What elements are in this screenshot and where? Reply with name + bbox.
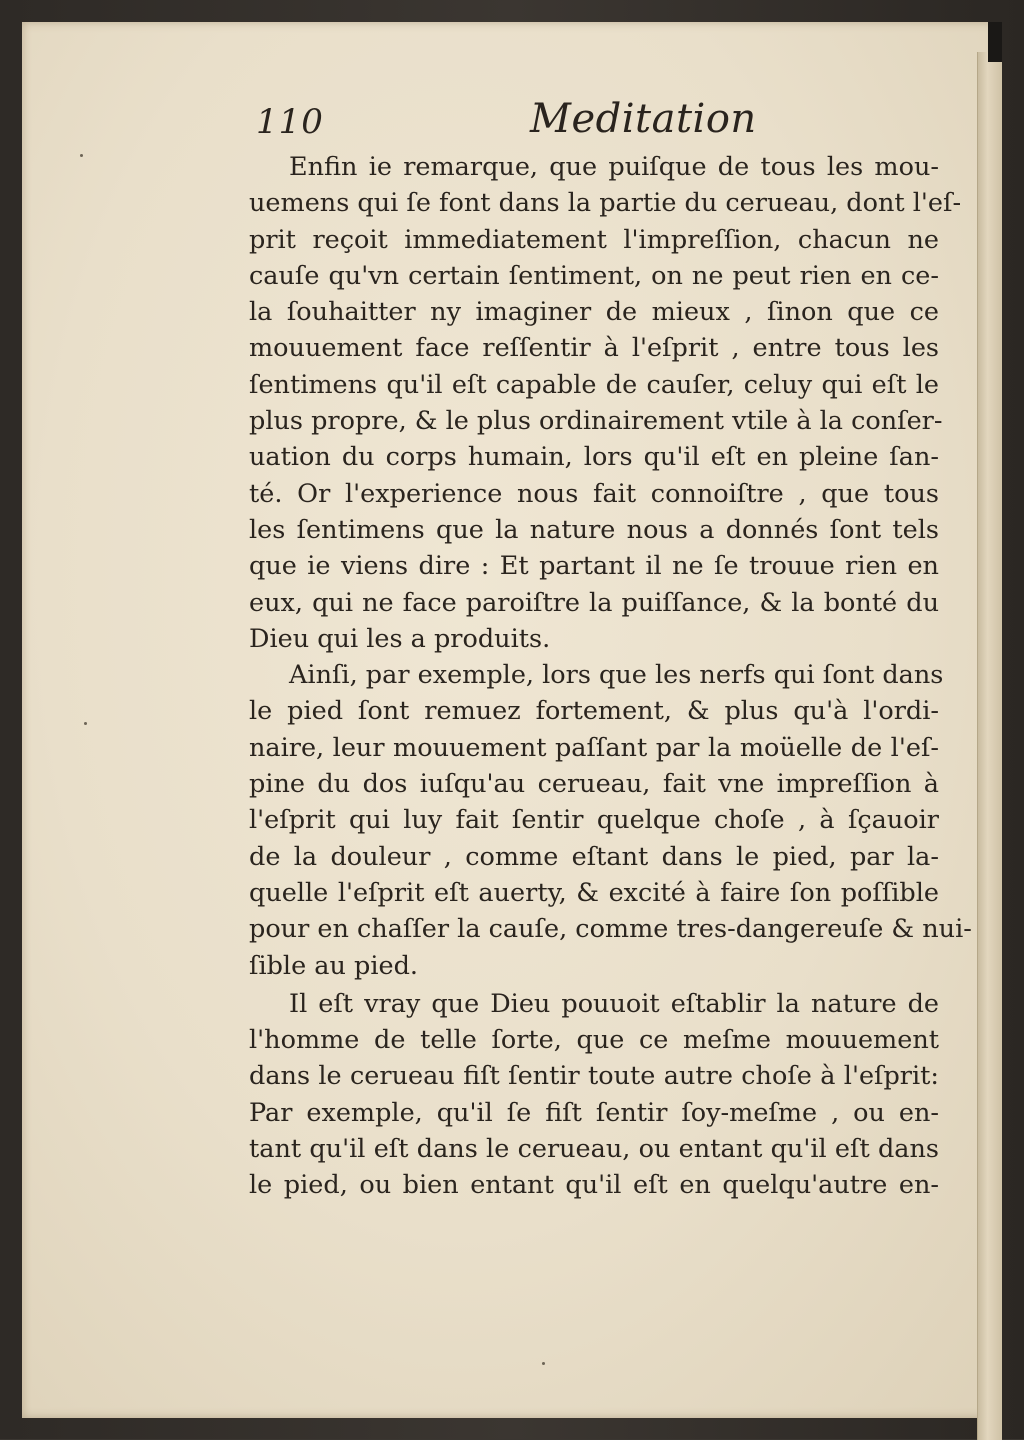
text-line: ſentimens qu'il eſt capable de cauſer, celuy qui eſt le [249, 369, 939, 400]
text-line: la ſouhaitter ny imaginer de mieux , ſinon que ce [249, 297, 939, 328]
text-line: le pied ſont remuez fortement, & plus qu'à l'ordi- [249, 696, 939, 727]
text-line: de la douleur , comme eſtant dans le pied, par la- [249, 841, 939, 872]
text-line: quelle l'eſprit eſt auerty, & excité à faire ſon poſſible [249, 877, 939, 908]
text-line: l'homme de telle ſorte, que ce meſme mouuement [249, 1025, 939, 1056]
paragraph-3 [249, 986, 939, 1204]
text-line: tant qu'il eſt dans le cerueau, ou entant qu'il eſt dans [249, 1134, 939, 1165]
text-line: uation du corps humain, lors qu'il eſt en pleine ſan- [249, 442, 939, 473]
text-block [249, 149, 972, 1204]
running-head [22, 90, 1002, 140]
facing-page-edge [977, 52, 1002, 1440]
text-line: Par exemple, qu'il ſe fiſt ſentir ſoy-meſme , ou en- [249, 1097, 939, 1128]
book-page [22, 22, 1002, 1418]
paper-speck [80, 154, 83, 157]
text-line: ſible au pied. [249, 950, 418, 981]
text-line: les ſentimens que la nature nous a donnés ſont tels [249, 514, 939, 545]
text-line: que ie viens dire : Et partant il ne ſe trouue rien en [249, 551, 939, 582]
text-line: Enfin ie remarque, que puiſque de tous les mou- [289, 152, 939, 182]
text-line: pour en chaſſer la cauſe, comme tres-dangereuſe & nui- [249, 914, 972, 945]
text-line: té. Or l'experience nous fait connoiſtre , que tous [249, 478, 939, 509]
text-line: dans le cerueau fiſt ſentir toute autre choſe à l'eſprit: [249, 1061, 939, 1092]
paper-speck [542, 1362, 545, 1365]
text-line: pine du dos iuſqu'au cerueau, fait vne impreſſion à [249, 769, 939, 800]
text-line: naire, leur mouuement paſſant par la moüelle de l'eſ- [249, 732, 939, 763]
text-line: cauſe qu'vn certain ſentiment, on ne peut rien en ce- [249, 260, 939, 291]
text-line: plus propre, & le plus ordinairement vtile à la conſer- [249, 406, 943, 437]
text-line: l'eſprit qui luy fait ſentir quelque choſe , à ſçauoir [249, 805, 939, 836]
text-line: eux, qui ne face paroiſtre la puiſſance, & la bonté du [249, 587, 939, 618]
text-line: uemens qui ſe font dans la partie du cerueau, dont l'eſ- [249, 188, 962, 219]
text-line: mouuement face reſſentir à l'eſprit , entre tous les [249, 333, 939, 364]
text-line: Ainſi, par exemple, lors que les nerfs qui ſont dans [289, 660, 944, 691]
paragraph-2 [249, 657, 972, 984]
text-line: Il eſt vray que Dieu pouuoit eſtablir la nature de [289, 988, 939, 1019]
text-line: le pied, ou bien entant qu'il eſt en quelqu'autre en- [249, 1170, 939, 1201]
text-line: prit reçoit immediatement l'impreſſion, chacun ne [249, 224, 939, 255]
running-title: Meditation [530, 96, 757, 142]
page-number: 110 [256, 102, 324, 142]
paragraph-1 [249, 149, 962, 657]
text-line: Dieu qui les a produits. [249, 623, 551, 654]
paper-speck [84, 722, 87, 725]
